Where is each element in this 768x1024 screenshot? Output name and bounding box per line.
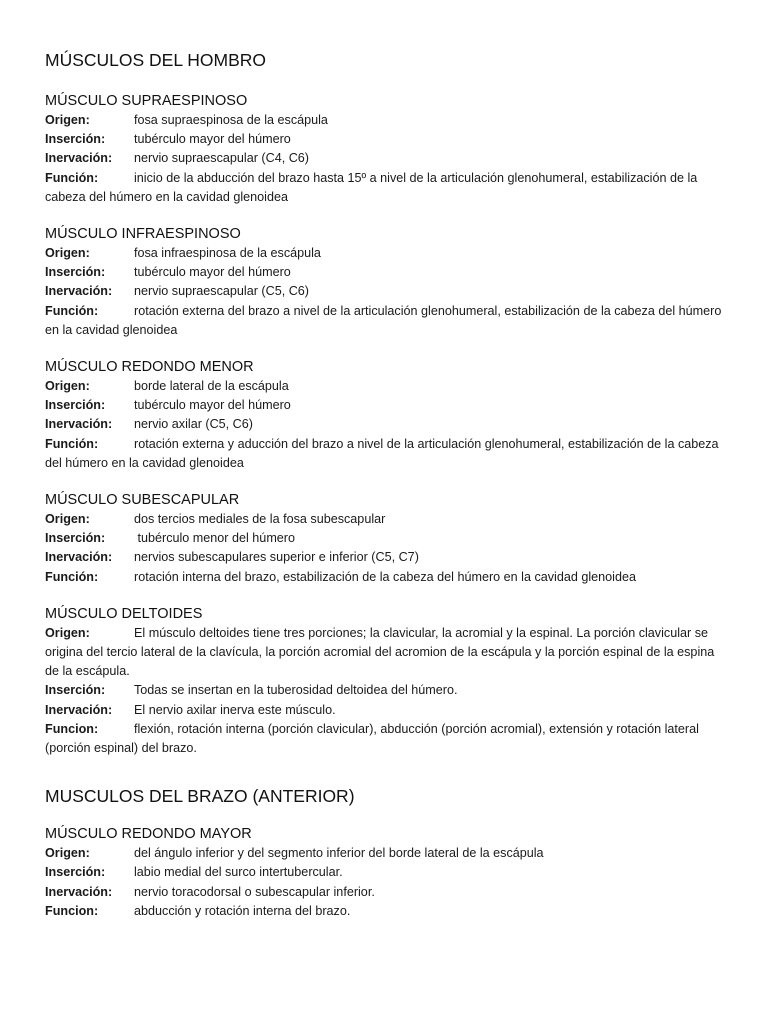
muscle-title: MÚSCULO REDONDO MAYOR [45,826,252,843]
field-funcion [45,568,728,587]
field-label: Funcion: [45,721,99,736]
field-funcion [45,169,728,207]
field-label: Inserción: [45,683,106,698]
muscle-title: MÚSCULO SUPRAESPINOSO [45,93,248,109]
field-value: fosa infraespinosa de la escápula [134,246,321,261]
muscle-redondo-mayor [45,824,728,921]
field-insercion [45,263,728,282]
field-value: borde lateral de la escápula [134,379,289,394]
field-value: tubérculo menor del húmero [134,531,296,546]
field-origen [45,244,728,263]
field-origen [45,510,728,529]
field-insercion [45,396,728,415]
field-inervacion [45,415,728,434]
section-title-brazo-anterior: MUSCULOS DEL BRAZO (ANTERIOR) [45,786,355,807]
field-label: Origen: [45,846,90,861]
field-label: Origen: [45,246,90,261]
field-origen [45,111,728,130]
section-title-hombro: MÚSCULOS DEL HOMBRO [45,50,267,70]
field-value: Todas se insertan en la tuberosidad deltoidea del húmero. [134,683,458,698]
field-label: Función: [45,436,99,451]
muscle-title: MÚSCULO DELTOIDES [45,605,203,622]
field-value: nervio toracodorsal o subescapular inferior. [134,884,375,899]
field-value: inicio de la abducción del brazo hasta 15º a nivel de la articulación glenohumeral, estabilización de la cabeza del húmero en la cavidad glenoidea [45,170,698,204]
field-value: El nervio axilar inerva este músculo. [134,702,336,717]
muscle-title: MÚSCULO INFRAESPINOSO [45,226,241,243]
field-insercion [45,863,728,882]
field-label: Función: [45,569,99,584]
field-value: fosa supraespinosa de la escápula [134,113,328,127]
field-label: Origen: [45,113,90,127]
field-inervacion [45,149,728,168]
muscle-deltoides [45,604,728,758]
field-inervacion [45,701,728,720]
field-value: rotación interna del brazo, estabilización de la cabeza del húmero en la cavidad glenoidea [134,569,636,584]
field-insercion [45,681,728,700]
field-inervacion [45,548,728,567]
field-label: Inervación: [45,417,113,432]
field-value: tubérculo mayor del húmero [134,265,291,280]
field-label: Inervación: [45,550,113,565]
muscle-supraespinoso [45,91,728,207]
field-origen [45,624,728,682]
muscle-title: MÚSCULO REDONDO MENOR [45,359,254,376]
muscle-redondo-menor [45,357,728,473]
field-value: rotación externa del brazo a nivel de la articulación glenohumeral, estabilización de la cabeza del húmero en la cavidad glenoidea [45,303,722,337]
field-insercion [45,130,728,149]
field-funcion [45,302,728,340]
field-value: del ángulo inferior y del segmento inferior del borde lateral de la escápula [134,846,544,861]
field-label: Origen: [45,625,90,640]
field-label: Inserción: [45,398,106,413]
field-value: rotación externa y aducción del brazo a nivel de la articulación glenohumeral, estabilización de la cabeza del húmero en la cavidad glenoidea [45,436,719,470]
field-label: Inserción: [45,531,106,546]
field-label: Inervación: [45,284,113,299]
field-label: Inervación: [45,151,113,166]
field-label: Origen: [45,512,90,527]
field-value: tubérculo mayor del húmero [134,132,291,147]
field-funcion [45,435,728,473]
field-value: El músculo deltoides tiene tres porciones; la clavicular, la acromial y la espinal. La porción clavicular se origina del tercio lateral de la clavícula, la porción acromial del acromion de la escápula y la porción espinal de la espina de la escápula. [45,625,715,679]
field-value: dos tercios mediales de la fosa subescapular [134,512,386,527]
field-value: nervio supraescapular (C4, C6) [134,151,309,166]
muscle-infraespinoso [45,224,728,340]
field-insercion [45,529,728,548]
field-label: Inserción: [45,265,106,280]
field-funcion [45,720,728,758]
field-label: Inserción: [45,865,106,880]
field-label: Origen: [45,379,90,394]
field-origen [45,844,728,863]
field-label: Inserción: [45,132,106,147]
field-label: Función: [45,303,99,318]
field-funcion [45,902,728,921]
field-value: labio medial del surco intertubercular. [134,865,343,880]
field-label: Inervación: [45,884,113,899]
field-value: nervio axilar (C5, C6) [134,417,253,432]
field-value: abducción y rotación interna del brazo. [134,903,351,918]
field-origen [45,377,728,396]
field-label: Funcion: [45,903,99,918]
field-value: nervio supraescapular (C5, C6) [134,284,309,299]
field-value: flexión, rotación interna (porción clavicular), abducción (porción acromial), extensión y rotación lateral (porción espinal) del brazo. [45,721,699,756]
muscle-subescapular [45,490,728,587]
field-value: nervios subescapulares superior e inferior (C5, C7) [134,550,419,565]
field-value: tubérculo mayor del húmero [134,398,291,413]
field-label: Función: [45,170,99,185]
field-inervacion [45,282,728,301]
field-label: Inervación: [45,702,113,717]
field-inervacion [45,883,728,902]
muscle-title: MÚSCULO SUBESCAPULAR [45,492,240,509]
